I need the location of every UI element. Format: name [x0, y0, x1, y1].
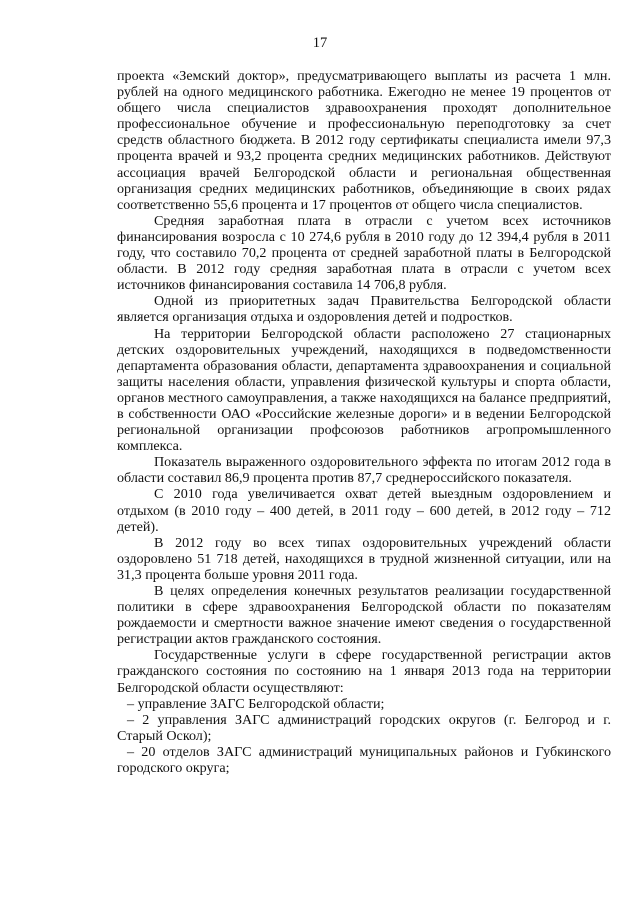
page-body — [117, 68, 611, 776]
list-item-city-zags: – 2 управления ЗАГС администраций городских округов (г. Белгород и г. Старый Оскол); — [117, 711, 611, 744]
paragraph-civil-registration-services: Государственные услуги в сфере государственной регистрации актов гражданского состояния по состоянию на 1 января 2013 года на территории Белгородской области осуществляют: — [117, 647, 611, 696]
paragraph-priority-task: Одной из приоритетных задач Правительства Белгородской области является организация отдыха и оздоровления детей и подростков. — [117, 293, 611, 326]
paragraph-health-institutions: На территории Белгородской области расположено 27 стационарных детских оздоровительных учреждений, находящихся в подведомственности департамента образования области, департамента здравоохранения и социальной защиты населения области, управления физической культуры и спорта области, органов местного самоуправления, а также находящихся на балансе предприятий, в собственности ОАО «Российские железные дороги» и в ведении Белгородской региональной организации профсоюзов работников агропромышленного комплекса. — [117, 325, 611, 455]
paragraph-civil-registration-purpose: В целях определения конечных результатов реализации государственной политики в сфере здравоохранения Белгородской области по показателям рождаемости и смертности важное значение имеют сведения о государственной регистрации актов гражданского состояния. — [117, 583, 611, 648]
page-number: 17 — [312, 35, 328, 51]
list-item-district-zags: – 20 отделов ЗАГС администраций муниципальных районов и Губкинского городского округа; — [117, 743, 611, 777]
paragraph-children-2012: В 2012 году во всех типах оздоровительных учреждений области оздоровлено 51 718 детей, находящихся в трудной жизненной ситуации, или на 31,3 процента больше уровня 2011 года. — [117, 534, 611, 583]
list-item-regional-zags: – управление ЗАГС Белгородской области; — [127, 695, 385, 712]
paragraph-average-salary: Средняя заработная плата в отрасли с учетом всех источников финансирования возросла с 10 274,6 рубля в 2010 году до 12 394,4 рубля в 2011 году, что составило 70,2 процента от средней заработной платы в Белгородской области. В 2012 году средняя заработная плата в отрасли с учетом всех источников финансирования составила 14 706,8 рубля. — [117, 212, 611, 294]
paragraph-zemsky-doctor: проекта «Земский доктор», предусматривающего выплаты из расчета 1 млн. рублей на одного медицинского работника. Ежегодно не менее 19 процентов от общего числа специалистов здравоохранения проходят дополнительное профессиональное обучение и профессиональную переподготовку за счет средств областного бюджета. В 2012 году сертификаты специалиста имели 97,3 процента врачей и 93,2 процента средних медицинских работников. Действуют ассоциация врачей Белгородской области и региональная общественная организация средних медицинских работников, объединяющие в своих рядах соответственно 55,6 процента и 17 процентов от общего числа специалистов. — [117, 68, 611, 213]
paragraph-health-effect: Показатель выраженного оздоровительного эффекта по итогам 2012 года в области составил 86,9 процента против 87,7 среднероссийского показателя. — [117, 454, 611, 487]
paragraph-children-coverage: С 2010 года увеличивается охват детей выездным оздоровлением и отдыхом (в 2010 году – 400 детей, в 2011 году – 600 детей, в 2012 году – 712 детей). — [117, 486, 611, 535]
